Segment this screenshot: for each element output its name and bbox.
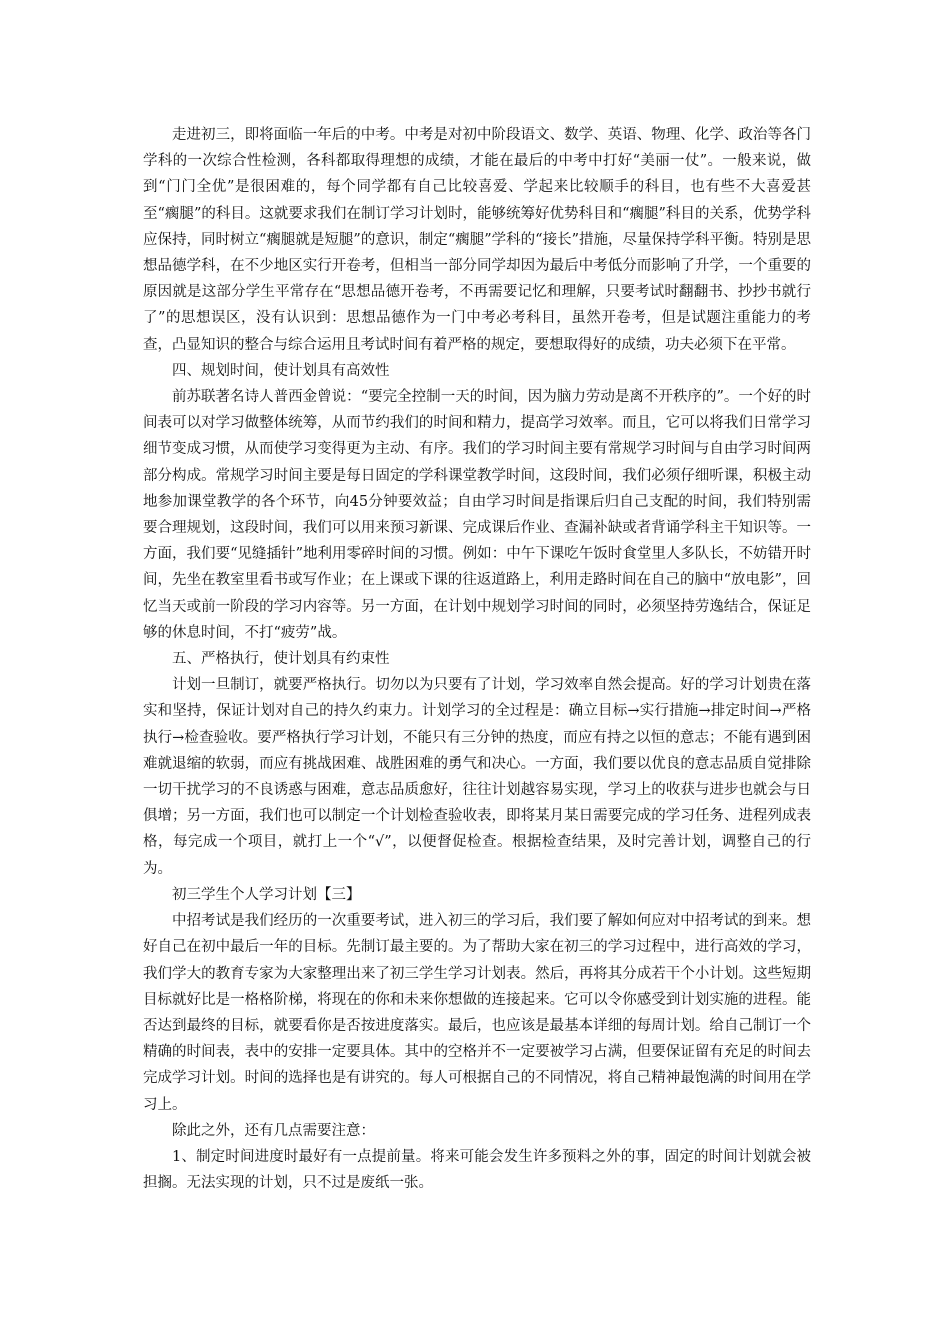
paragraph-strict-execution: 计划一旦制订，就要严格执行。切勿以为只要有了计划，学习效率自然会提高。好的学习计划贵在落实和坚持，保证计划对自己的持久约束力。计划学习的全过程是：确立目标→实行措施→排定时间→严格执行→检查验收。要严格执行学习计划，不能只有三分钟的热度，而应有持之以恒的意志；不能有遇到困难就退缩的软弱，而应有挑战困难、战胜困难的勇气和决心。一方面，我们要以优良的意志品质自觉排除一切干扰学习的不良诱惑与困难，意志品质愈好，往往计划越容易实现，学习上的收获与进步也就会与日俱增；另一方面，我们也可以制定一个计划检查验收表，即将某月某日需要完成的学习任务、进程列成表格，每完成一个项目，就打上一个“√”，以便督促检查。根据检查结果，及时完善计划，调整自己的行为。 <box>143 677 811 877</box>
section-heading-notes: 除此之外，还有几点需要注意： <box>172 1122 375 1139</box>
paragraph-exam-intro: 走进初三，即将面临一年后的中考。中考是对初中阶段语文、数学、英语、物理、化学、政治等各门学科的一次综合性检测，各科都取得理想的成绩，才能在最后的中考中打好“美丽一仗”。一般来说，做到“门门全优”是很困难的，每个同学都有自己比较喜爱、学起来比较顺手的科目，也有些不大喜爱甚至“瘸腿”的科目。这就要求我们在制订学习计划时，能够统筹好优势科目和“瘸腿”科目的关系，优势学科应保持，同时树立“瘸腿就是短腿”的意识，制定“瘸腿”学科的“接长”措施，尽量保持学科平衡。特别是思想品德学科，在不少地区实行开卷考，但相当一部分同学却因为最后中考低分而影响了升学，一个重要的原因就是这部分学生平常存在“思想品德开卷考，不再需要记忆和理解，只要考试时翻翻书、抄抄书就行了”的思想误区，没有认识到：思想品德作为一门中考必考科目，虽然开卷考，但是试题注重能力的考查，凸显知识的整合与综合运用且考试时间有着严格的规定，要想取得好的成绩，功夫必须下在平常。 <box>143 127 811 353</box>
section-heading-time-planning: 四、规划时间，使计划具有高效性 <box>172 362 390 379</box>
paragraph-time-planning: 前苏联著名诗人普西金曾说：“要完全控制一天的时间，因为脑力劳动是离不开秩序的”。一个好的时间表可以对学习做整体统筹，从而节约我们的时间和精力，提高学习效率。而且，它可以将我们日常学习细节变成习惯，从而使学习变得更为主动、有序。我们的学习时间主要有常规学习时间与自由学习时间两部分构成。常规学习时间主要是每日固定的学科课堂教学时间，这段时间，我们必须仔细听课，积极主动地参加课堂教学的各个环节，向45分钟要效益；自由学习时间是指课后归自己支配的时间，我们特别需要合理规划，这段时间，我们可以用来预习新课、完成课后作业、查漏补缺或者背诵学科主干知识等。一方面，我们要“见缝插针”地利用零碎时间的习惯。例如：中午下课吃午饭时食堂里人多队长，不妨错开时间，先坐在教室里看书或写作业；在上课或下课的往返道路上，利用走路时间在自己的脑中“放电影”，回忆当天或前一阶段的学习内容等。另一方面，在计划中规划学习时间的同时，必须坚持劳逸结合，保证足够的休息时间，不打“疲劳”战。 <box>143 389 811 641</box>
paragraph-plan-three: 中招考试是我们经历的一次重要考试，进入初三的学习后，我们要了解如何应对中招考试的到来。想好自己在初中最后一年的目标。先制订最主要的。为了帮助大家在初三的学习过程中，进行高效的学习，我们学大的教育专家为大家整理出来了初三学生学习计划表。然后，再将其分成若干个小计划。这些短期目标就好比是一格格阶梯，将现在的你和未来你想做的连接起来。它可以令你感受到计划实施的进程。能否达到最终的目标，就要看你是否按进度落实。最后，也应该是最基本详细的每周计划。给自己制订一个精确的时间表，表中的安排一定要具体。其中的空格并不一定要被学习占满，但要保证留有充足的时间去完成学习计划。时间的选择也是有讲究的。每人可根据自己的不同情况，将自己精神最饱满的时间用在学习上。 <box>143 913 811 1113</box>
document-body <box>143 122 811 1196</box>
section-heading-strict-execution: 五、严格执行，使计划具有约束性 <box>172 651 390 668</box>
section-heading-plan-three: 初三学生个人学习计划【三】 <box>172 886 361 903</box>
paragraph-note-1: 1、制定时间进度时最好有一点提前量。将来可能会发生许多预料之外的事，固定的时间计划就会被担搁。无法实现的计划，只不过是废纸一张。 <box>143 1148 811 1192</box>
